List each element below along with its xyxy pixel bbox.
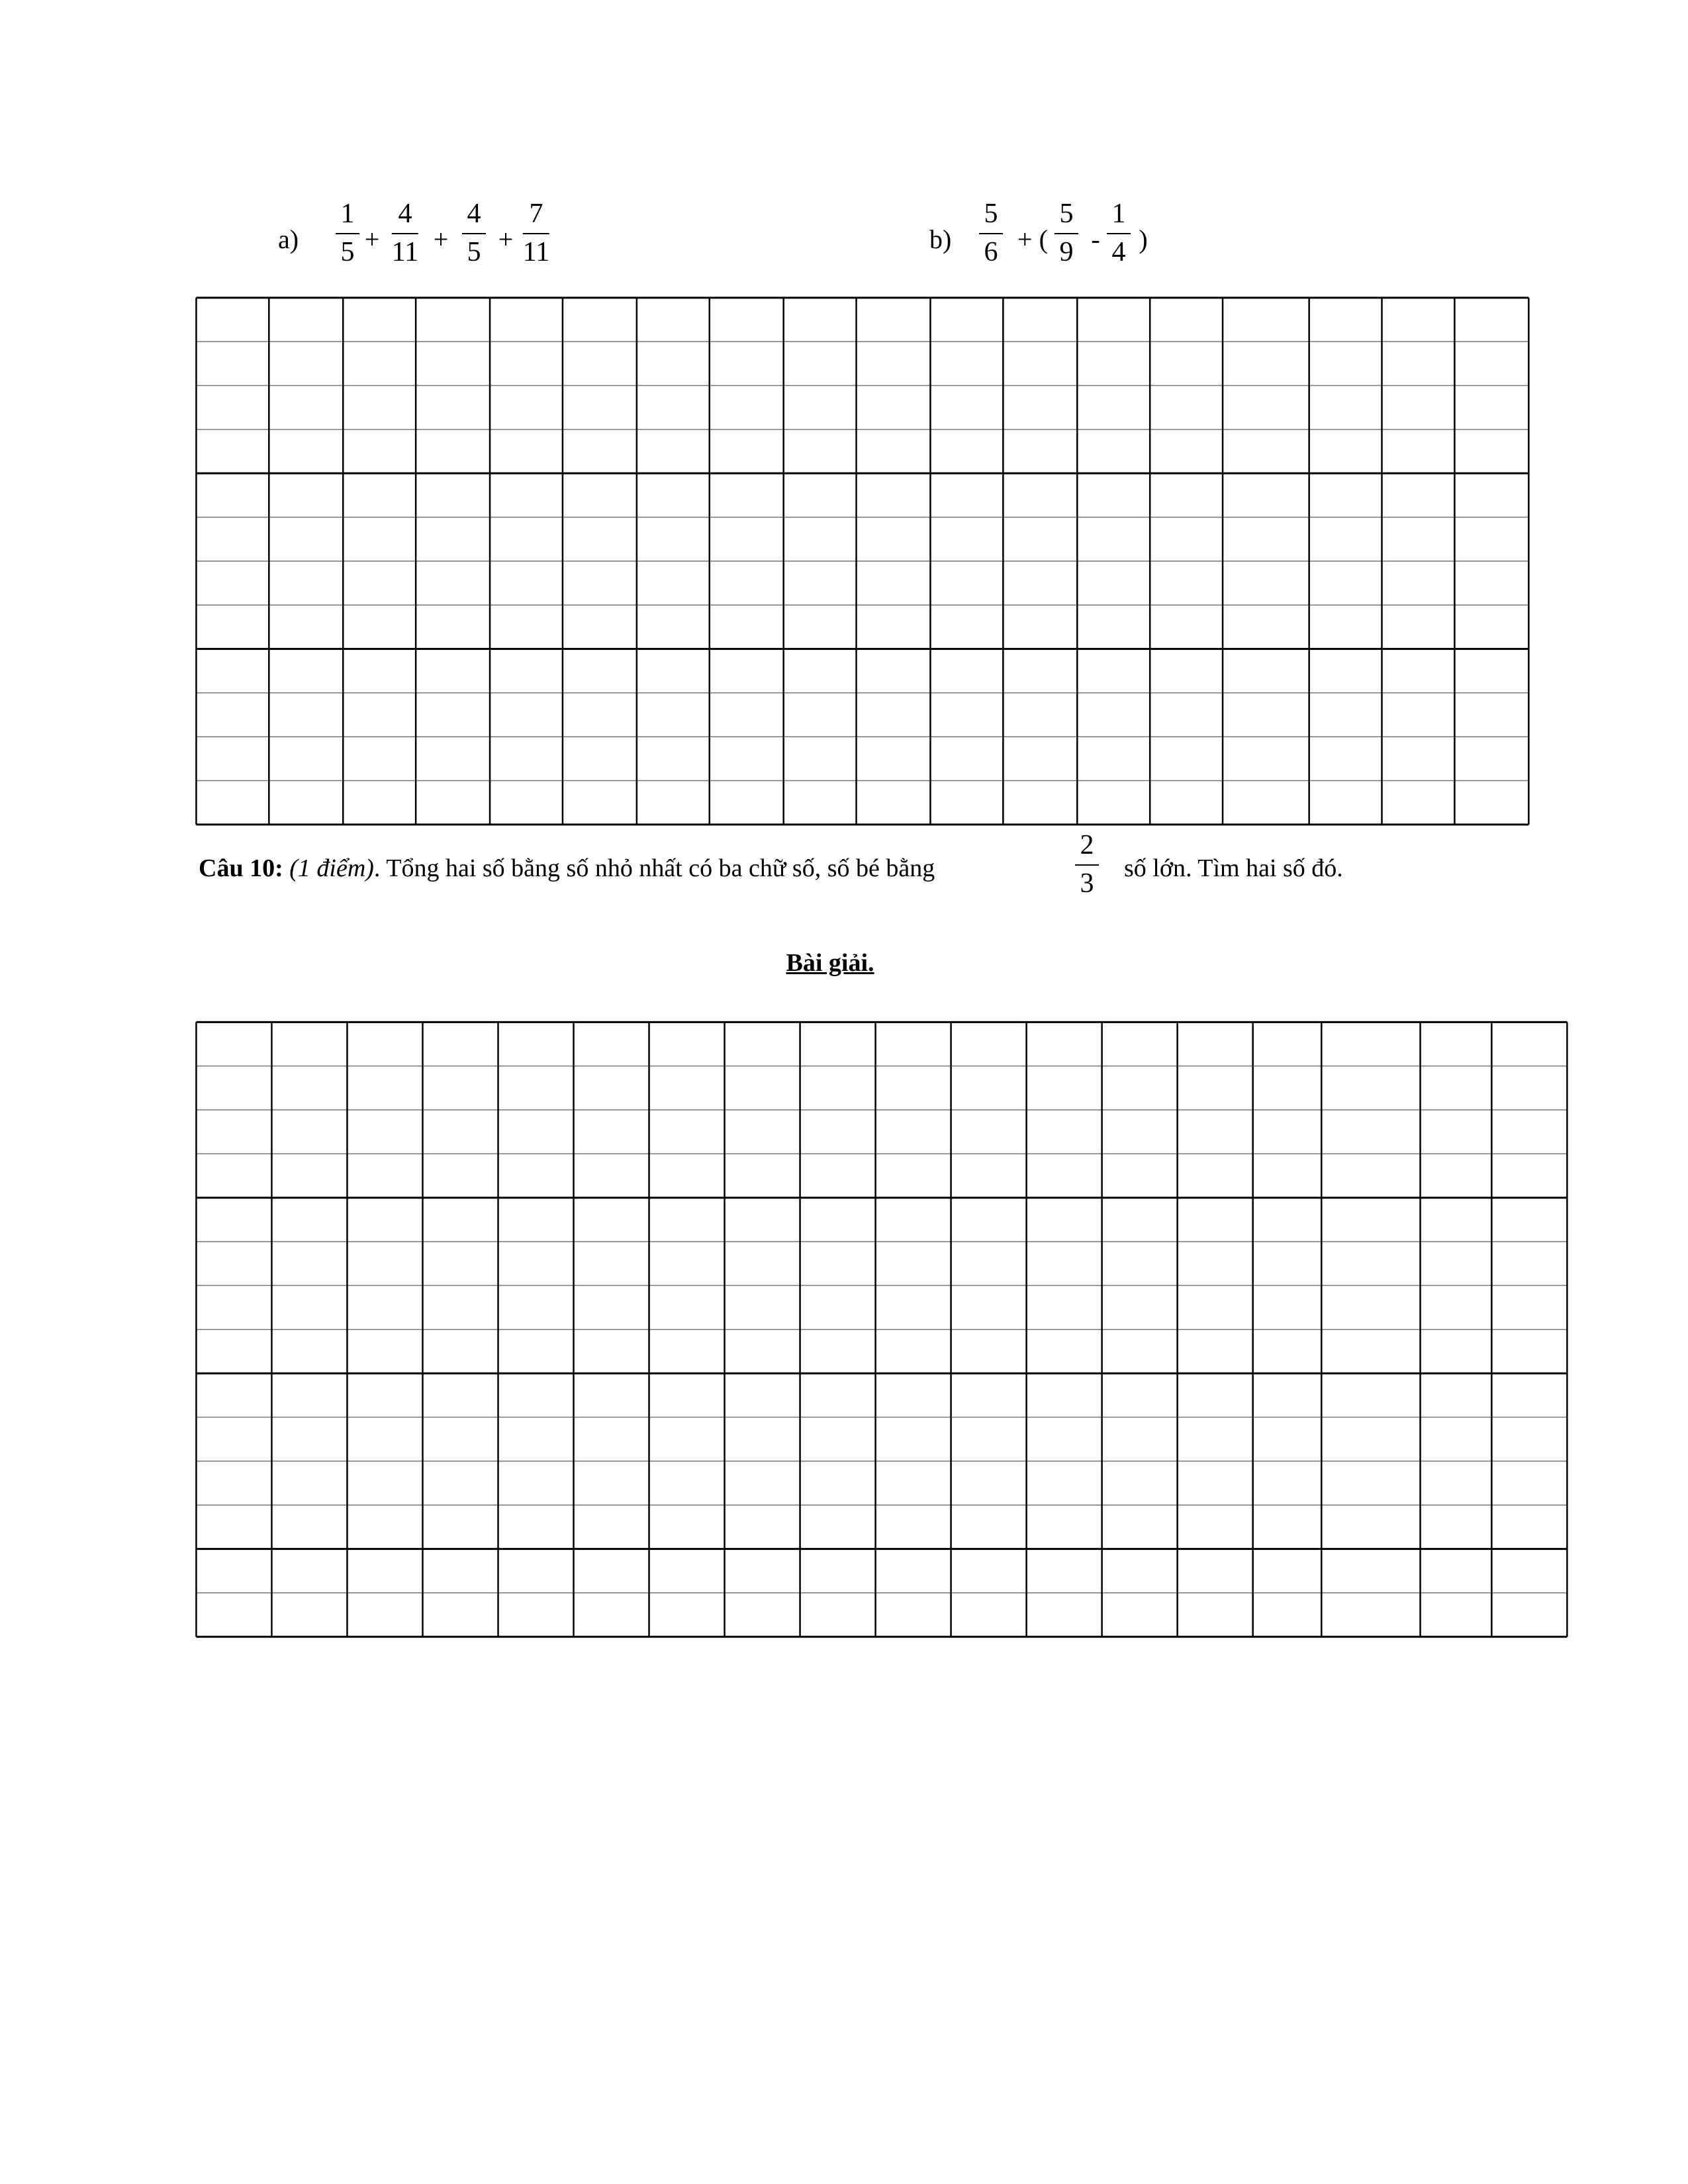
question-text: . Tổng hai số bằng số nhỏ nhất có ba chữ số, số bé bằng <box>373 854 935 882</box>
question-number: Câu 10: <box>199 854 283 882</box>
numerator: 4 <box>398 199 412 229</box>
denominator: 6 <box>984 237 998 267</box>
question-fraction <box>1075 831 1099 897</box>
numerator: 1 <box>340 199 355 229</box>
numerator: 2 <box>1080 830 1094 860</box>
exercise-a-label: a) <box>278 224 299 254</box>
denominator: 9 <box>1059 237 1074 267</box>
denominator: 11 <box>522 237 550 267</box>
numerator: 5 <box>1059 199 1074 229</box>
numerator: 4 <box>467 199 481 229</box>
question-text-end: số lớn. Tìm hai số đó. <box>1124 854 1343 882</box>
question-10 <box>199 854 935 883</box>
denominator: 11 <box>391 237 419 267</box>
op-plus: + <box>364 224 380 254</box>
denominator: 3 <box>1080 868 1094 899</box>
op-plus: + <box>498 224 514 254</box>
op-minus: - <box>1091 224 1100 254</box>
op-close-paren: ) <box>1139 224 1148 254</box>
solution-title: Bài giải. <box>786 949 874 977</box>
numerator: 7 <box>529 199 543 229</box>
exercise-b-label: b) <box>929 224 952 254</box>
denominator: 5 <box>340 237 355 267</box>
numerator: 5 <box>984 199 998 229</box>
denominator: 4 <box>1111 237 1126 267</box>
question-points: (1 điểm) <box>289 854 374 882</box>
numerator: 1 <box>1111 199 1126 229</box>
op-plus: + <box>433 224 449 254</box>
denominator: 5 <box>467 237 481 267</box>
op-plus-paren: + ( <box>1017 224 1048 254</box>
